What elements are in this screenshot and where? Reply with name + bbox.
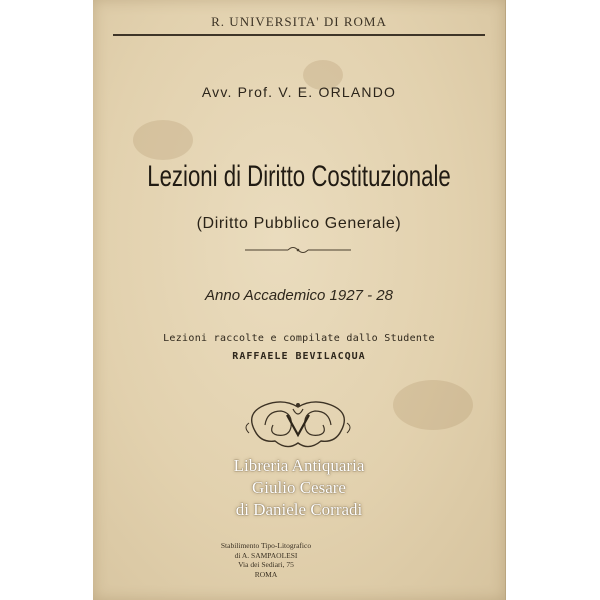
watermark-line: di Daniele Corradi [235, 500, 363, 519]
collected-by-line: Lezioni raccolte e compilate dallo Studente [163, 333, 435, 344]
student-name: RAFFAELE BEVILACQUA [232, 351, 366, 362]
monogram-emblem-icon [243, 393, 353, 453]
divider-ornament-icon [243, 244, 353, 256]
printer-imprint [191, 541, 341, 579]
printer-line: Via dei Sediari, 75 [238, 560, 294, 569]
printer-line: di A. SAMPAOLESI [234, 550, 298, 560]
printer-line: Stabilimento Tipo-Litografico [220, 541, 312, 550]
watermark-line: Giulio Cesare [252, 478, 346, 497]
header-rule [113, 34, 485, 36]
bookseller-watermark [93, 455, 505, 521]
watermark-line: Libreria Antiquaria [233, 456, 365, 475]
printer-city: ROMA [254, 569, 278, 579]
title-page [93, 0, 505, 600]
institution-header: R. UNIVERSITA' DI ROMA [211, 14, 387, 29]
academic-year: Anno Accademico 1927 - 28 [205, 287, 393, 304]
book-title: Lezioni di Diritto Costituzionale [147, 160, 451, 193]
age-spot [393, 380, 473, 430]
book-subtitle: (Diritto Pubblico Generale) [196, 215, 402, 232]
author-line: Avv. Prof. V. E. ORLANDO [201, 84, 397, 100]
age-spot [133, 120, 193, 160]
